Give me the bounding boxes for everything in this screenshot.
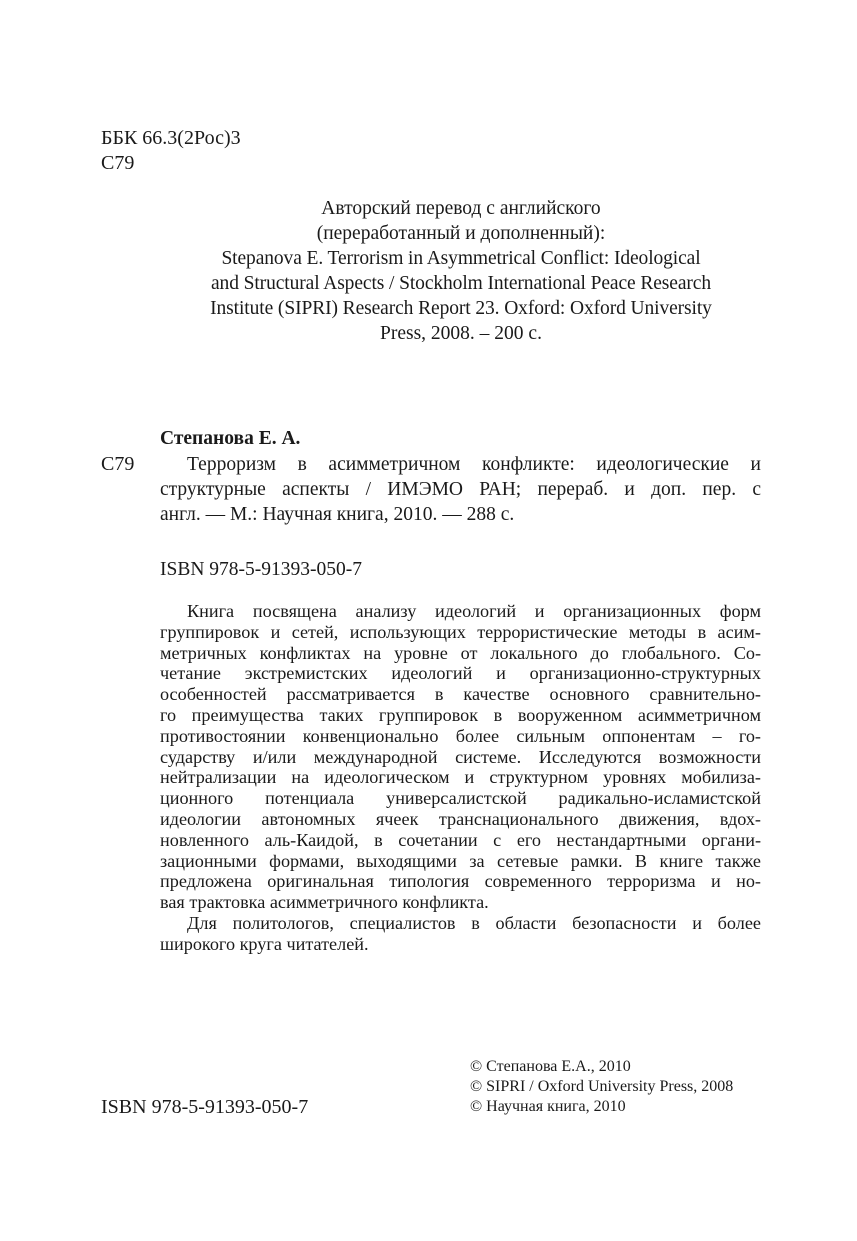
copyright-line: © Научная книга, 2010 xyxy=(470,1098,626,1115)
footer-isbn: ISBN 978-5-91393-050-7 xyxy=(101,1096,309,1118)
abstract-line: противостоянии конвенционально более сильным оппонентам – го- xyxy=(160,725,761,746)
entry-code: С79 xyxy=(101,453,135,475)
bib-line: англ. — М.: Научная книга, 2010. — 288 с. xyxy=(160,504,515,525)
abstract-line: четание экстремистских идеологий и организационно-структурных xyxy=(160,663,761,684)
abstract-line: вая трактовка асимметричного конфликта. xyxy=(160,892,489,913)
translation-note-line: Press, 2008. – 200 с. xyxy=(380,323,542,344)
abstract-line: нейтрализации на идеологическом и структурном уровнях мобилиза- xyxy=(160,767,761,788)
translation-note-line: Institute (SIPRI) Research Report 23. Oxford: Oxford University xyxy=(210,298,712,319)
author-code: С79 xyxy=(101,152,135,174)
bbk-index: ББК 66.3(2Рос)3 xyxy=(101,127,241,149)
abstract-line: группировок и сетей, использующих террористические методы в асим- xyxy=(160,621,761,642)
entry-author: Степанова Е. А. xyxy=(160,428,301,449)
abstract-line: го преимущества таких группировок в вооруженном асимметричном xyxy=(160,704,761,725)
bib-line: структурные аспекты / ИМЭМО РАН; перераб. и доп. пер. с xyxy=(160,479,761,500)
copyright-line: © SIPRI / Oxford University Press, 2008 xyxy=(470,1078,734,1095)
abstract xyxy=(160,601,761,955)
abstract-line: особенностей рассматривается в качестве основного сравнительно- xyxy=(160,684,761,705)
bibliographic-description xyxy=(160,452,761,527)
abstract-line: метричных конфликтах на уровне от локального до глобального. Со- xyxy=(160,642,761,663)
audience-line: широкого круга читателей. xyxy=(160,933,369,954)
classification-block xyxy=(101,126,241,176)
abstract-line: предложена оригинальная типология современного терроризма и но- xyxy=(160,871,761,892)
abstract-line: ционного потенциала универсалистской радикально-исламистской xyxy=(160,788,761,809)
abstract-line: зационными формами, выходящими за сетевые рамки. В книге также xyxy=(160,850,761,871)
translation-note-line: Stepanova E. Terrorism in Asymmetrical Conflict: Ideological xyxy=(221,248,701,269)
entry-isbn: ISBN 978-5-91393-050-7 xyxy=(160,559,363,580)
translation-note-line: and Structural Aspects / Stockholm International Peace Research xyxy=(210,273,711,294)
copyright-block xyxy=(470,1057,733,1117)
copyright-line: © Степанова Е.А., 2010 xyxy=(470,1058,631,1075)
translation-note xyxy=(160,196,762,346)
translation-note-line: (переработанный и дополненный): xyxy=(316,223,606,244)
abstract-line: сударству и/или международной системе. Исследуются возможности xyxy=(160,746,761,767)
bib-line: Терроризм в асимметричном конфликте: идеологические и xyxy=(187,454,761,475)
translation-note-line: Авторский перевод с английского xyxy=(321,198,601,219)
abstract-line: новленного аль-Каидой, в сочетании с его нестандартными органи- xyxy=(160,829,761,850)
abstract-line: Книга посвящена анализу идеологий и организационных форм xyxy=(187,601,761,621)
audience-line: Для политологов, специалистов в области безопасности и более xyxy=(187,912,761,933)
abstract-line: идеологии автономных ячеек транснационального движения, вдох- xyxy=(160,808,761,829)
